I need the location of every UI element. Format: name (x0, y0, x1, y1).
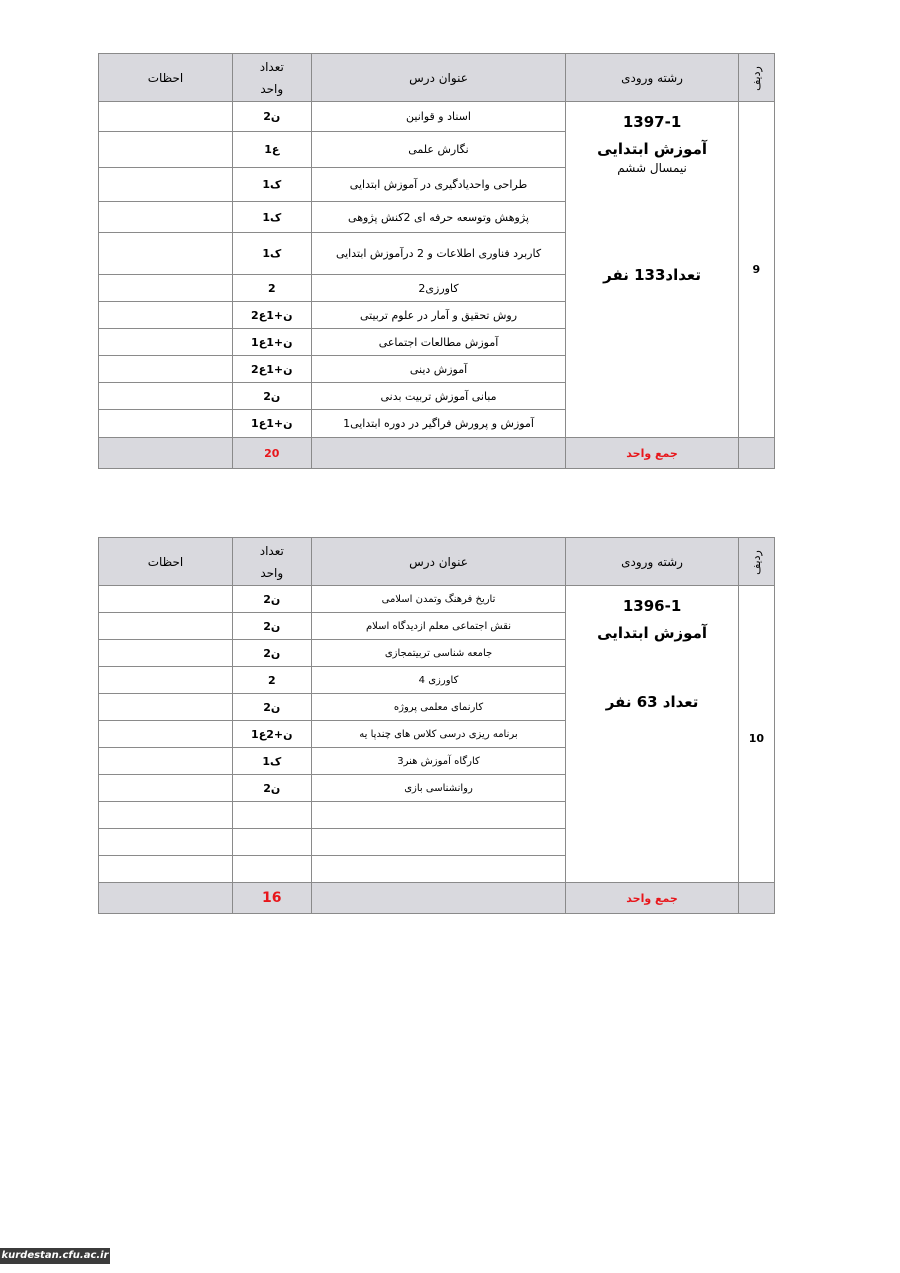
notes-cell (99, 829, 233, 856)
notes-cell (99, 667, 233, 694)
notes-cell (99, 275, 233, 302)
units-cell (232, 856, 311, 883)
row-number: 9 (738, 102, 774, 438)
row-header-label: ردیف (749, 65, 763, 91)
major-header: رشته ورودی (566, 538, 738, 586)
course-table-1 (98, 53, 775, 469)
site-watermark: kurdestan.cfu.ac.ir (0, 1248, 110, 1264)
notes-cell (99, 640, 233, 667)
total-row-spacer (738, 883, 774, 914)
notes-cell (99, 233, 233, 275)
row-header (738, 54, 774, 102)
major-count: تعداد 63 نفر (605, 693, 699, 711)
total-label: جمع واحد (566, 438, 738, 469)
notes-cell (99, 302, 233, 329)
notes-cell (99, 202, 233, 233)
total-label: جمع واحد (566, 883, 738, 914)
course-title-cell: تاریخ فرهنگ وتمدن اسلامی (311, 586, 566, 613)
row-number: 10 (738, 586, 774, 883)
course-title-cell: آموزش دینی (311, 356, 566, 383)
notes-cell (99, 438, 233, 469)
notes-cell (99, 721, 233, 748)
course-title-cell: کارگاه آموزش هنر3 (311, 748, 566, 775)
course-title-cell: مبانی آموزش تربیت بدنی (311, 383, 566, 410)
units-header-line2: واحد (260, 565, 284, 580)
row-header (738, 538, 774, 586)
course-title-cell: کارنمای معلمی پروژه (311, 694, 566, 721)
table-header-row (99, 54, 775, 102)
row-header-label: ردیف (749, 549, 763, 575)
course-title-cell: طراحی واحدیادگیری در آموزش ابتدایی (311, 168, 566, 202)
notes-cell (99, 410, 233, 438)
course-title-cell: نگارش علمی (311, 132, 566, 168)
units-cell: 1ن+2ع (232, 721, 311, 748)
notes-cell (99, 748, 233, 775)
units-cell: 2ن (232, 383, 311, 410)
course-title-header: عنوان درس (311, 538, 566, 586)
notes-cell (99, 883, 233, 914)
major-header: رشته ورودی (566, 54, 738, 102)
notes-cell (99, 356, 233, 383)
notes-cell (99, 329, 233, 356)
notes-cell (99, 586, 233, 613)
major-term: نیمسال ششم (617, 161, 687, 175)
course-title-cell: برنامه ریزی درسی کلاس های چندپا یه (311, 721, 566, 748)
course-title-header: عنوان درس (311, 54, 566, 102)
course-title-cell (311, 856, 566, 883)
notes-cell (99, 168, 233, 202)
notes-header: احظات (99, 54, 233, 102)
units-cell: 1ک (232, 202, 311, 233)
major-year: 1396-1 (622, 597, 682, 615)
total-row-spacer (738, 438, 774, 469)
units-header-line1: تعداد (259, 543, 284, 558)
course-title-cell: نقش اجتماعی معلم ازدیدگاه اسلام (311, 613, 566, 640)
major-year: 1397-1 (622, 113, 682, 131)
units-header-line2: واحد (260, 81, 284, 96)
total-units: 20 (232, 438, 311, 469)
notes-cell (99, 802, 233, 829)
major-count: تعداد133 نفر (603, 265, 702, 284)
units-cell: 2ن (232, 775, 311, 802)
total-spacer (311, 438, 566, 469)
notes-cell (99, 102, 233, 132)
units-cell: 1ک (232, 748, 311, 775)
notes-cell (99, 775, 233, 802)
notes-cell (99, 613, 233, 640)
total-row (99, 438, 775, 469)
course-title-cell: پژوهش وتوسعه حرفه ای 2کنش پژوهی (311, 202, 566, 233)
course-title-cell: آموزش مطالعات اجتماعی (311, 329, 566, 356)
units-cell: 2ن+1ع (232, 356, 311, 383)
course-title-cell: آموزش و پرورش فراگیر در دوره ابتدایی1 (311, 410, 566, 438)
units-cell (232, 829, 311, 856)
notes-cell (99, 694, 233, 721)
major-cell (566, 586, 738, 883)
course-title-cell: کاورزی 4 (311, 667, 566, 694)
units-cell: 2 (232, 275, 311, 302)
major-cell (566, 102, 738, 438)
notes-cell (99, 856, 233, 883)
major-name: آموزش ابتدایی (597, 624, 708, 642)
units-header (232, 538, 311, 586)
units-header-line1: تعداد (259, 59, 284, 74)
total-row (99, 883, 775, 914)
notes-header: احظات (99, 538, 233, 586)
units-cell: 1ع (232, 132, 311, 168)
notes-cell (99, 383, 233, 410)
course-title-cell: اسناد و قوانین (311, 102, 566, 132)
course-table-2 (98, 537, 775, 914)
major-name: آموزش ابتدایی (597, 140, 708, 158)
units-cell: 1ک (232, 233, 311, 275)
course-title-cell (311, 829, 566, 856)
course-title-cell: کاورزی2 (311, 275, 566, 302)
table-row (99, 102, 775, 132)
units-cell: 2ن+1ع (232, 302, 311, 329)
units-cell: 2ن (232, 613, 311, 640)
course-title-cell: روش تحقیق و آمار در علوم تربیتی (311, 302, 566, 329)
units-cell: 2ن (232, 586, 311, 613)
notes-cell (99, 132, 233, 168)
total-units: 16 (232, 883, 311, 914)
table-header-row (99, 538, 775, 586)
course-title-cell: جامعه شناسی تربیتمجازی (311, 640, 566, 667)
total-spacer (311, 883, 566, 914)
units-cell: 2 (232, 667, 311, 694)
units-cell (232, 802, 311, 829)
units-cell: 2ن (232, 694, 311, 721)
units-cell: 1ن+1ع (232, 410, 311, 438)
units-cell: 2ن (232, 102, 311, 132)
units-header (232, 54, 311, 102)
units-cell: 2ن (232, 640, 311, 667)
table-row (99, 586, 775, 613)
course-title-cell: روانشناسی بازی (311, 775, 566, 802)
course-title-cell (311, 802, 566, 829)
units-cell: 1ن+1ع (232, 329, 311, 356)
units-cell: 1ک (232, 168, 311, 202)
course-title-cell: کاربرد فناوری اطلاعات و 2 درآموزش ابتدایی (311, 233, 566, 275)
